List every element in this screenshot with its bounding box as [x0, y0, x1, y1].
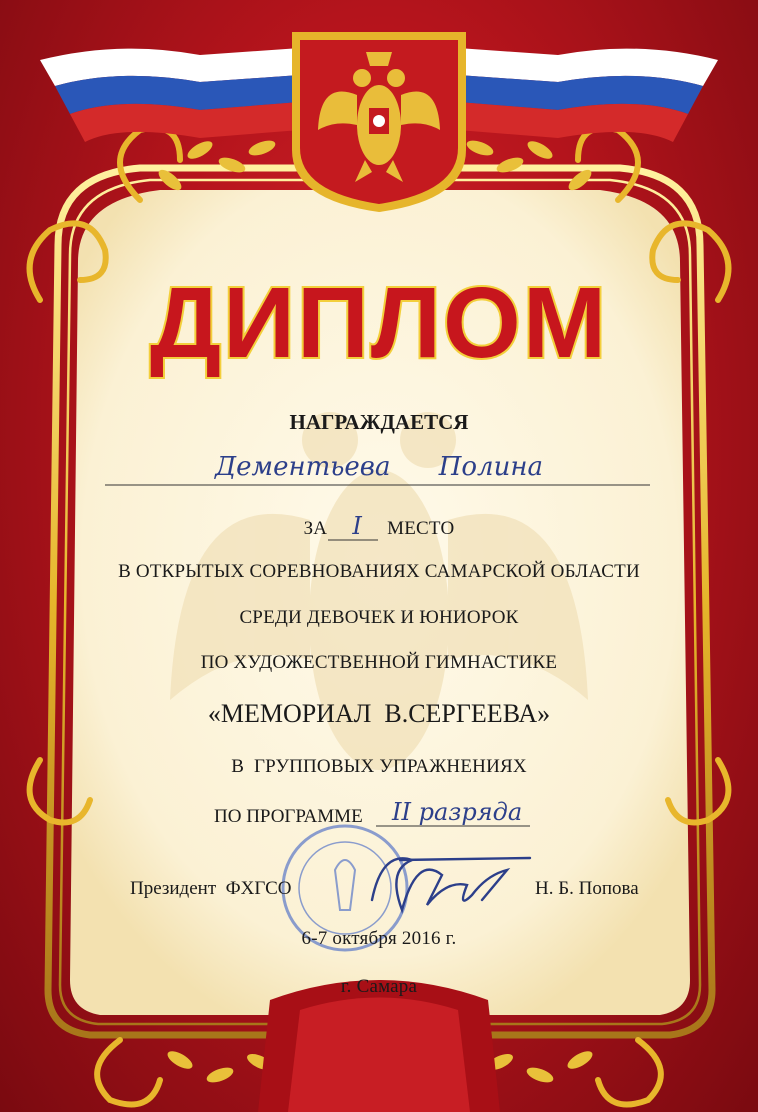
president-label: Президент ФХГСО	[130, 878, 292, 899]
place-prefix: ЗА	[303, 518, 328, 539]
awarded-heading: НАГРАЖДАЕТСЯ	[289, 410, 469, 434]
event-date: 6-7 октября 2016 г.	[301, 928, 457, 949]
category-line: В ГРУППОВЫХ УПРАЖНЕНИЯХ	[231, 756, 527, 777]
diploma-title: ДИПЛОМ	[149, 267, 609, 379]
program-value: II разряда	[392, 798, 523, 826]
place-line	[0, 512, 758, 540]
program-label: ПО ПРОГРАММЕ	[214, 806, 363, 827]
competition-line-1: В ОТКРЫТЫХ СОРЕВНОВАНИЯХ САМАРСКОЙ ОБЛАСТИ	[118, 561, 640, 582]
competition-line-2: СРЕДИ ДЕВОЧЕК И ЮНИОРОК	[239, 607, 519, 628]
coat-of-arms-emblem	[292, 32, 466, 212]
competition-line-3: ПО ХУДОЖЕСТВЕННОЙ ГИМНАСТИКЕ	[200, 652, 558, 673]
memorial-title: «МЕМОРИАЛ В.СЕРГЕЕВА»	[207, 699, 551, 728]
place-suffix: МЕСТО	[387, 518, 455, 539]
recipient-name: Дементьева Полина	[215, 452, 543, 482]
president-name: Н. Б. Попова	[535, 878, 639, 899]
event-city: г. Самара	[340, 976, 418, 997]
place-value: I	[352, 512, 363, 540]
bottom-ribbon	[258, 980, 500, 1112]
